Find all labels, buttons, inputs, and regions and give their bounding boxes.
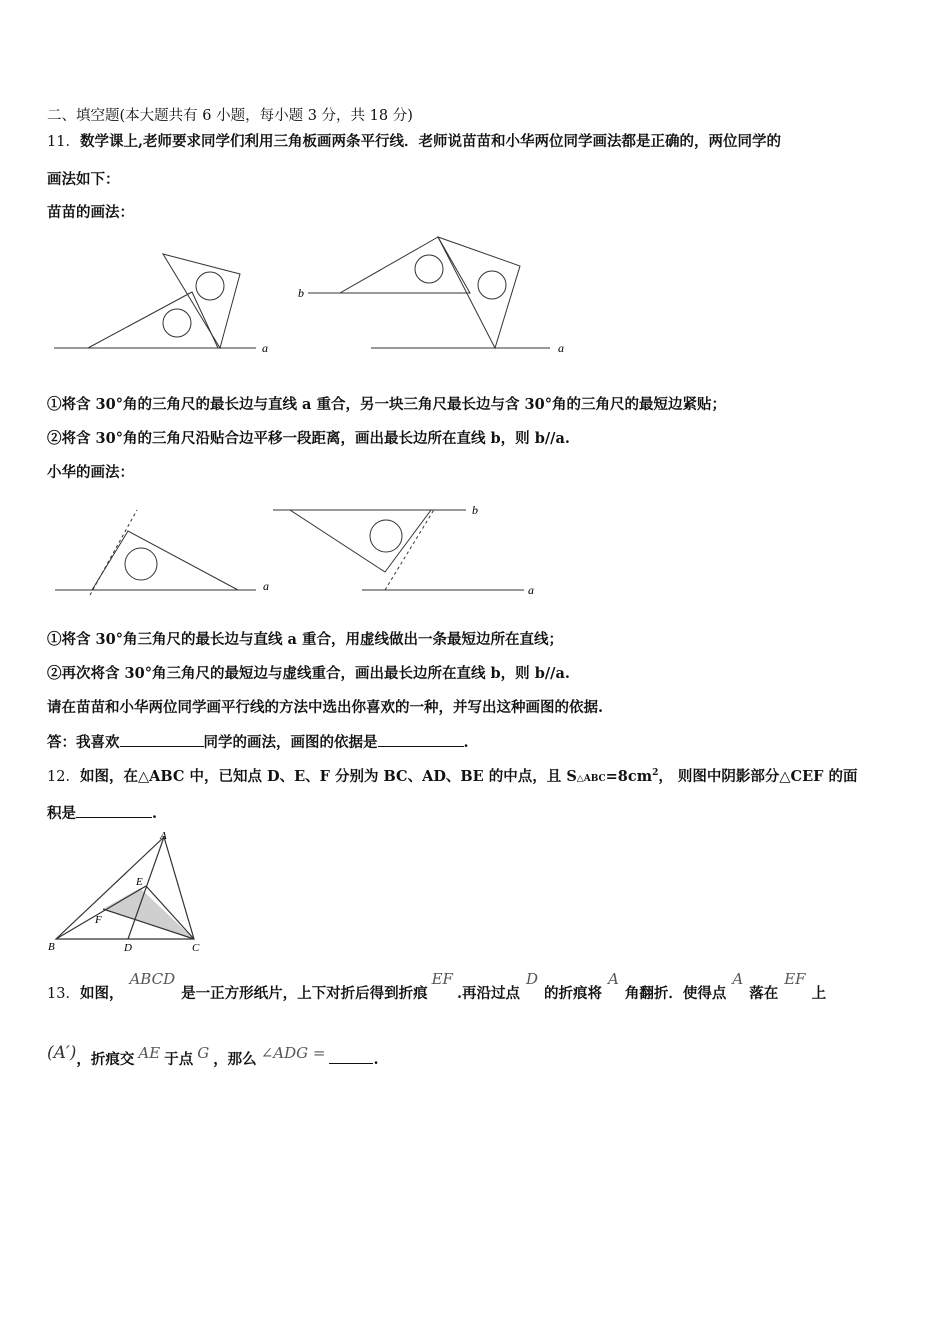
hole-circle [478, 271, 506, 299]
hole-circle [196, 272, 224, 300]
section-header: 二、填空题(本大题共有 6 小题，每小题 3 分，共 18 分) [47, 108, 413, 124]
q12-area-sup: 2 [652, 768, 659, 779]
point-b-label: B [48, 941, 55, 953]
q12-number: 12． [47, 769, 80, 785]
answer-blank-basis[interactable] [378, 732, 464, 748]
xiaohua-step1: ①将含 30°角三角尺的最长边与直线 a 重合，用虚线做出一条最短边所在直线； [47, 631, 563, 648]
math-angle-adg: ∠ADG = [260, 1044, 326, 1062]
triangle-30-right [340, 237, 470, 293]
math-a: A [608, 970, 619, 988]
miaomiao-step2: ②将含 30°角的三角尺沿贴合边平移一段距离，画出最长边所在直线 b，则 b//a. [47, 430, 570, 447]
math-a2: A [732, 970, 744, 988]
xiaohua-step2: ②再次将含 30°角三角尺的最短边与虚线重合，画出最长边所在直线 b，则 b//a. [47, 665, 570, 682]
point-c-label: C [192, 942, 200, 954]
q13-text: 的折痕将 [544, 985, 603, 1002]
xiaohua-figure [50, 498, 550, 602]
triangle-30-right [290, 510, 431, 572]
q11-stem-line1 [47, 130, 781, 151]
math-aprime: (A′) [47, 1043, 77, 1063]
miaomiao-figure [50, 232, 580, 360]
point-e-label: E [136, 876, 143, 888]
point-a-label: A [160, 830, 167, 842]
xiaohua-title: 小华的画法： [47, 464, 134, 481]
math-ae: AE [138, 1044, 161, 1062]
q12-area-subscript: △ABC [576, 774, 606, 784]
hole-circle [163, 309, 191, 337]
answer-middle: 同学的画法，画图的依据是 [203, 734, 378, 751]
q11-prompt: 请在苗苗和小华两位同学画平行线的方法中选出你喜欢的一种，并写出这种画图的依据. [47, 699, 604, 716]
q11-number: 11． [47, 134, 80, 150]
math-g: G [197, 1044, 210, 1062]
math-ef2: EF [784, 970, 806, 988]
triangle-30-left [92, 531, 238, 590]
label-b: b [472, 503, 478, 517]
miaomiao-step1: ①将含 30°角的三角尺的最长边与直线 a 重合，另一块三角尺最长边与含 30°角的三角尺的最短边紧贴； [47, 396, 726, 413]
q13-text: 上 [811, 985, 827, 1002]
q13-text: 于点 [164, 1051, 194, 1068]
triangle-30-left [88, 292, 218, 348]
q13-stem-line1 [47, 968, 827, 1002]
q12-stem-part1: 如图，在△ABC 中，已知点 D、E、F 分别为 BC、AD、BE 的中点，且 S [79, 768, 577, 785]
hole-circle [415, 255, 443, 283]
q12-triangle-figure [46, 828, 216, 956]
label-a: a [528, 583, 534, 597]
label-a: a [263, 579, 269, 593]
q13-text: . [373, 1051, 379, 1068]
q11-stem-text: 数学课上,老师要求同学们利用三角板画两条平行线．老师说苗苗和小华两位同学画法都是正确的，两位同学的 [79, 133, 781, 150]
q13-stem-line2 [47, 1042, 379, 1068]
hole-circle [125, 548, 157, 580]
label-a: a [262, 341, 268, 355]
q12-stem-end: . [152, 805, 158, 822]
answer-blank-student[interactable] [120, 732, 204, 748]
dashed-line-right [385, 508, 435, 590]
q11-stem-line2: 画法如下： [47, 171, 120, 188]
q13-number: 13． [47, 986, 80, 1002]
q12-stem-part2: ， 则图中阴影部分△CEF 的面 [658, 768, 858, 785]
q13-text: 落在 [749, 985, 779, 1002]
q13-answer-blank[interactable] [329, 1049, 373, 1065]
q12-stem-line2-text: 积是 [47, 805, 76, 822]
math-ef: EF [431, 970, 453, 988]
point-f-label: F [95, 914, 102, 926]
label-a: a [558, 341, 564, 355]
q13-text: ，那么 [213, 1051, 257, 1068]
q13-text: .再沿过点 [456, 985, 521, 1002]
answer-end: . [463, 734, 469, 751]
miaomiao-title: 苗苗的画法： [47, 204, 134, 221]
q13-text: 如图， [79, 985, 124, 1002]
answer-prefix: 答：我喜欢 [47, 734, 120, 751]
math-d: D [526, 970, 539, 988]
hole-circle [370, 520, 402, 552]
q13-text: 角翻折．使得点 [624, 985, 727, 1002]
label-b: b [298, 286, 304, 300]
q11-answer-line [47, 731, 469, 752]
q12-stem-line1 [47, 765, 857, 786]
q12-stem-line2 [47, 802, 157, 823]
math-abcd: ABCD [129, 970, 176, 988]
q13-text: 是一正方形纸片，上下对折后得到折痕 [181, 985, 428, 1002]
q13-text: ，折痕交 [76, 1051, 135, 1068]
point-d-label: D [124, 942, 132, 954]
q12-answer-blank[interactable] [76, 803, 152, 819]
q12-area-value: =8cm [605, 768, 653, 785]
